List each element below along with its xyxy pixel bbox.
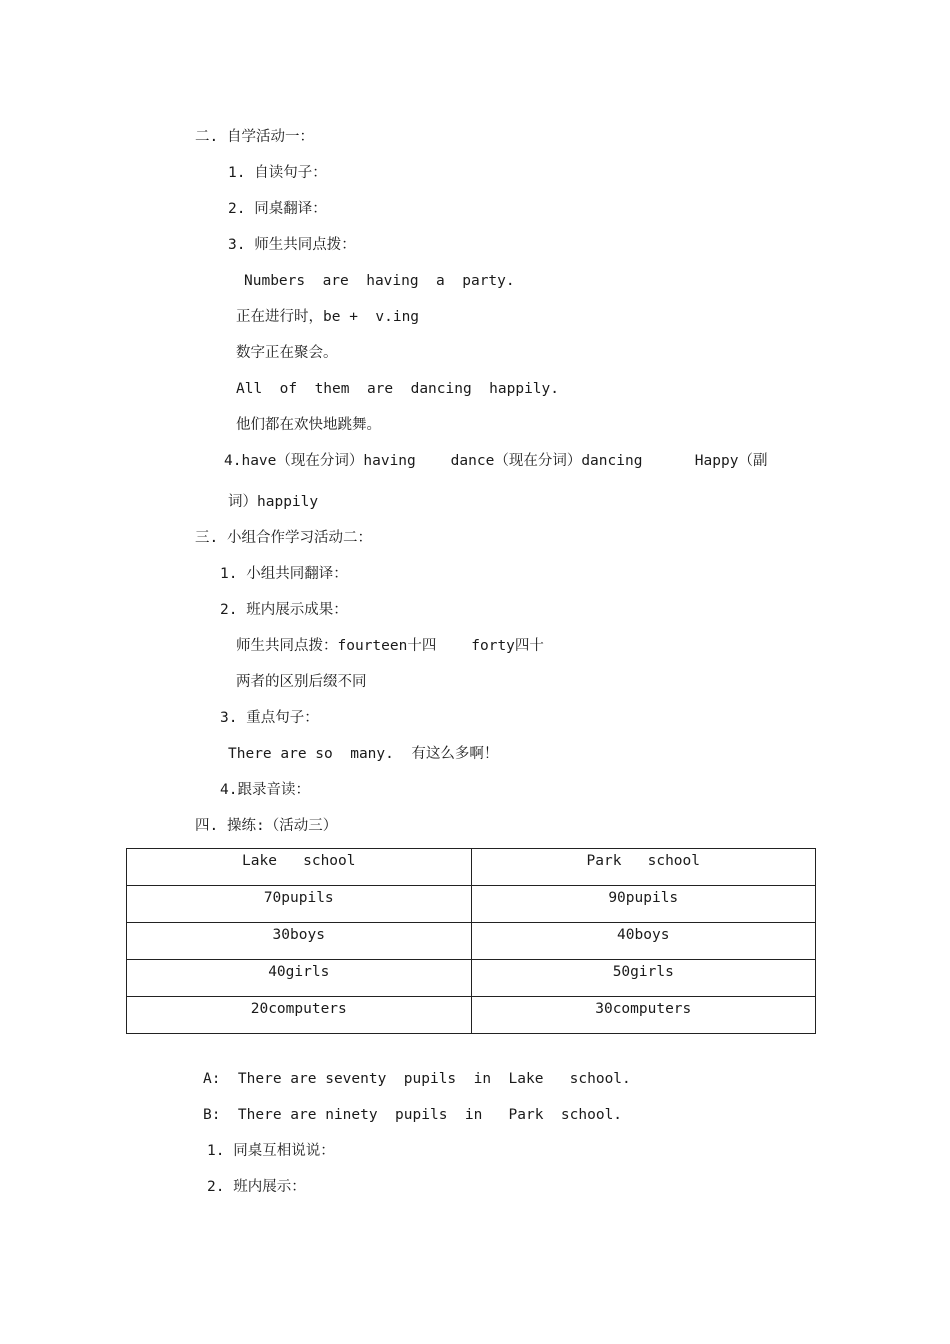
dialog-b: B: There are ninety pupils in Park school. [203, 1107, 623, 1123]
translation-2: 他们都在欢快地跳舞。 [236, 417, 381, 433]
item4-line1: 4.have（现在分词）having dance（现在分词）dancing Happy（副 [224, 453, 768, 469]
comparison-table [126, 848, 816, 1034]
section3-heading: 三. 小组合作学习活动二： [195, 530, 372, 546]
table-cell: 40girls [127, 960, 472, 997]
table-row [127, 997, 816, 1034]
table-cell: 90pupils [471, 886, 816, 923]
section4-step1: 1. 同桌互相说说： [207, 1143, 335, 1159]
table-cell: 70pupils [127, 886, 472, 923]
section2-step3: 3. 师生共同点拨： [228, 237, 356, 253]
table-cell: 30boys [127, 923, 472, 960]
table-row [127, 960, 816, 997]
sentence-2: All of them are dancing happily. [236, 381, 560, 397]
table-header-park: Park school [471, 849, 816, 886]
table-cell: 50girls [471, 960, 816, 997]
suffix-difference: 两者的区别后缀不同 [236, 674, 367, 690]
dialog-a: A: There are seventy pupils in Lake school. [203, 1071, 631, 1087]
teacher-point: 师生共同点拨：fourteen十四 forty四十 [236, 638, 544, 654]
table-header-row [127, 849, 816, 886]
item4-line2: 词）happily [228, 494, 319, 510]
key-sentence: There are so many. 有这么多啊！ [228, 746, 499, 762]
table-cell: 20computers [127, 997, 472, 1034]
section4-heading: 四. 操练:（活动三） [195, 818, 338, 834]
section2-step2: 2. 同桌翻译： [228, 201, 327, 217]
table-cell: 40boys [471, 923, 816, 960]
section3-step3: 3. 重点句子： [220, 710, 319, 726]
table-header-lake: Lake school [127, 849, 472, 886]
section2-heading: 二. 自学活动一： [195, 129, 314, 145]
section2-step1: 1. 自读句子： [228, 165, 327, 181]
section3-step4: 4.跟录音读： [220, 782, 310, 798]
sentence-1: Numbers are having a party. [244, 273, 515, 289]
grammar-note: 正在进行时，be + v.ing [236, 309, 420, 325]
table-row [127, 886, 816, 923]
section4-step2: 2. 班内展示： [207, 1179, 306, 1195]
table-row [127, 923, 816, 960]
section3-step1: 1. 小组共同翻译： [220, 566, 348, 582]
section3-step2: 2. 班内展示成果： [220, 602, 348, 618]
table-cell: 30computers [471, 997, 816, 1034]
translation-1: 数字正在聚会。 [236, 345, 338, 361]
